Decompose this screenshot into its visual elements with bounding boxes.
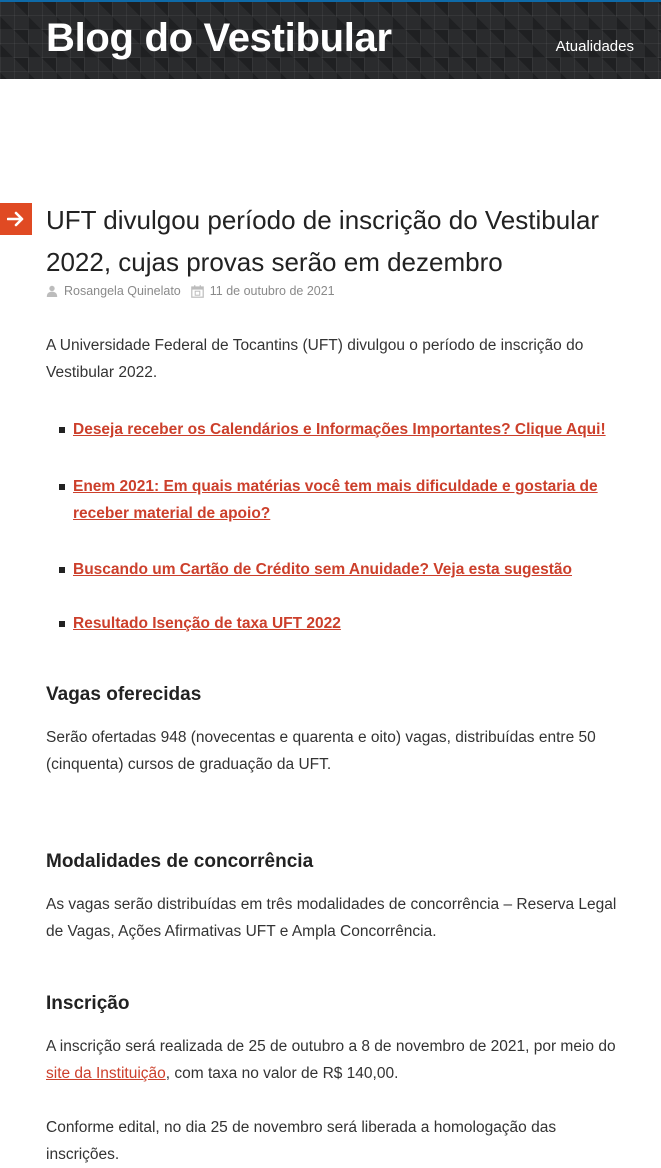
calendar-icon [191, 285, 204, 298]
promo-link-cartao-credito[interactable]: Buscando um Cartão de Crédito sem Anuidade? Veja esta sugestão [73, 561, 572, 578]
list-item [46, 416, 621, 443]
promo-link-enem-material[interactable]: Enem 2021: Em quais matérias você tem mais dificuldade e gostaria de receber material de apoio? [73, 478, 598, 522]
section-heading-inscricao: Inscrição [46, 993, 130, 1014]
post-content [46, 332, 621, 1168]
section-heading-modalidades: Modalidades de concorrência [46, 851, 314, 872]
site-instituicao-link[interactable]: site da Instituição [46, 1065, 166, 1082]
site-header [0, 0, 661, 79]
section-text-modalidades: As vagas serão distribuídas em três modalidades de concorrência – Reserva Legal de Vagas, Ações Afirmativas UFT e Ampla Concorrência. [46, 896, 617, 940]
site-title[interactable]: Blog do Vestibular [46, 16, 392, 60]
list-item [46, 610, 621, 637]
section-text-vagas: Serão ofertadas 948 (novecentas e quarenta e oito) vagas, distribuídas entre 50 (cinquenta) cursos de graduação da UFT. [46, 729, 596, 773]
post-intro: A Universidade Federal de Tocantins (UFT) divulgou o período de inscrição do Vestibular 2022. [46, 337, 584, 381]
list-item [46, 473, 621, 527]
inscricao-text-after: , com taxa no valor de R$ 140,00. [165, 1065, 399, 1082]
section-heading-vagas: Vagas oferecidas [46, 684, 202, 705]
post-author[interactable]: Rosangela Quinelato [64, 284, 181, 298]
section-text-homologacao: Conforme edital, no dia 25 de novembro será liberada a homologação das inscrições. [46, 1119, 557, 1163]
promo-links-list [46, 416, 621, 637]
post-date: 11 de outubro de 2021 [209, 284, 335, 298]
section-text-inscricao [46, 1033, 621, 1087]
post-title: UFT divulgou período de inscrição do Vestibular 2022, cujas provas serão em dezembro [46, 205, 600, 277]
list-item [46, 556, 621, 583]
promo-link-resultado-isencao[interactable]: Resultado Isenção de taxa UFT 2022 [73, 615, 341, 632]
inscricao-text-before: A inscrição será realizada de 25 de outubro a 8 de novembro de 2021, por meio do [46, 1038, 616, 1055]
post-meta [46, 284, 335, 298]
promo-link-calendarios[interactable]: Deseja receber os Calendários e Informações Importantes? Clique Aqui! [73, 421, 606, 438]
nav-item-atualidades[interactable]: Atualidades [555, 38, 634, 55]
post-arrow-badge [0, 203, 32, 235]
user-icon [46, 285, 58, 297]
arrow-right-icon [7, 211, 25, 227]
